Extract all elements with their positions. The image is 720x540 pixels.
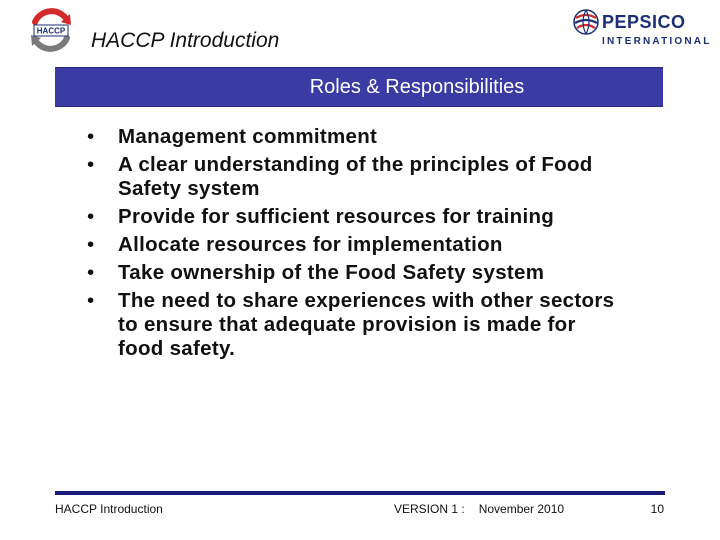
bullet-icon: • (87, 233, 95, 256)
list-item (87, 153, 627, 201)
list-item-text: The need to share experiences with other sectors to ensure that adequate provision is made for food safety. (118, 289, 615, 360)
list-item-text: A clear understanding of the principles of Food Safety system (118, 153, 593, 200)
list-item (87, 125, 627, 149)
bullet-icon: • (87, 125, 95, 148)
bullet-list (87, 125, 627, 365)
bullet-icon: • (87, 205, 95, 228)
pepsico-brand-text: PEPSICO (602, 12, 686, 32)
list-item (87, 205, 627, 229)
footer-divider (55, 491, 665, 495)
haccp-logo-text: HACCP (36, 26, 66, 36)
pepsico-logo (572, 6, 712, 58)
list-item-text: Allocate resources for implementation (118, 233, 503, 256)
pepsico-globe-icon (572, 8, 600, 36)
bullet-icon: • (87, 261, 95, 284)
footer-version (394, 502, 564, 516)
list-item-text: Provide for sufficient resources for training (118, 205, 555, 228)
list-item (87, 261, 627, 285)
pepsico-sub-text: INTERNATIONAL (602, 36, 712, 47)
bullet-icon: • (87, 153, 95, 176)
footer-version-label: VERSION 1 : (394, 502, 465, 516)
footer-date: November 2010 (478, 502, 565, 516)
list-item (87, 233, 627, 257)
page-number: 10 (650, 502, 664, 516)
footer-left-text: HACCP Introduction (55, 502, 163, 516)
title-bar (55, 67, 663, 107)
bullet-icon: • (87, 289, 95, 312)
list-item-text: Management commitment (118, 125, 378, 148)
slide-title: Roles & Responsibilities (309, 75, 525, 98)
list-item-text: Take ownership of the Food Safety system (118, 261, 545, 284)
haccp-logo (26, 8, 76, 52)
header-title: HACCP Introduction (91, 29, 280, 52)
list-item (87, 289, 627, 361)
